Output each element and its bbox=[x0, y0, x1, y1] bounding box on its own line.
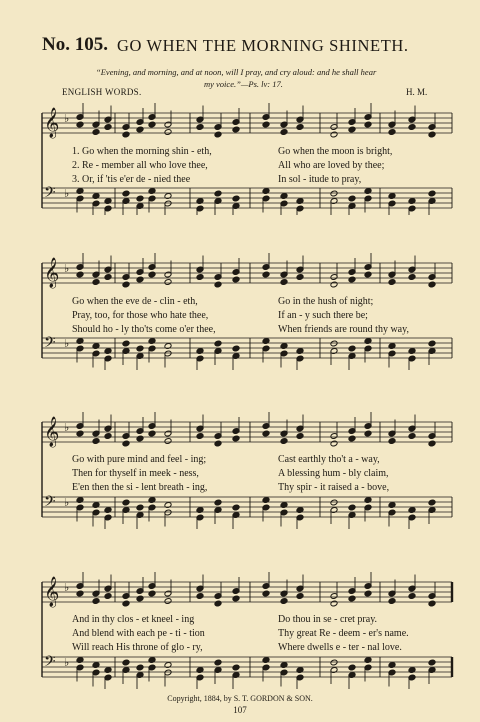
note-head bbox=[76, 121, 84, 128]
lyric-right: Go in the hush of night; bbox=[278, 296, 374, 307]
note-head bbox=[214, 600, 222, 607]
note-head bbox=[214, 131, 222, 138]
note-head bbox=[262, 430, 270, 437]
note-head bbox=[348, 504, 356, 511]
note-head bbox=[428, 659, 436, 666]
note-head bbox=[92, 438, 100, 445]
bass-clef-icon: 𝄢 bbox=[44, 334, 56, 355]
note-head bbox=[76, 590, 84, 597]
lyric-right: All who are loved by thee; bbox=[278, 160, 385, 171]
note-head bbox=[232, 276, 240, 283]
note-head bbox=[164, 598, 172, 605]
note-head bbox=[214, 499, 222, 506]
note-head bbox=[122, 600, 130, 607]
epigraph-line-1: “Evening, and morning, and at noon, will I pray, and cry aloud: and he shall hear bbox=[96, 67, 377, 77]
note-head bbox=[104, 274, 112, 281]
lyric-right: A blessing hum - bly claim, bbox=[278, 468, 389, 479]
note-head bbox=[348, 435, 356, 442]
note-head bbox=[136, 345, 144, 352]
lyric-verse-3 bbox=[0, 482, 480, 496]
lyric-verse-2 bbox=[0, 310, 480, 324]
flat-sign-icon: ♭ bbox=[64, 581, 70, 594]
lyric-left: Go when the eve de - clin - eth, bbox=[72, 296, 198, 307]
lyric-verse-2 bbox=[0, 160, 480, 174]
note-head bbox=[196, 124, 204, 131]
note-head bbox=[348, 195, 356, 202]
note-head bbox=[104, 433, 112, 440]
note-head bbox=[296, 433, 304, 440]
note-head bbox=[214, 281, 222, 288]
note-head bbox=[148, 121, 156, 128]
bass-staff bbox=[42, 184, 452, 215]
note-head bbox=[408, 593, 416, 600]
note-head bbox=[348, 595, 356, 602]
lyric-left: 3. Or, if 'tis e'er de - nied thee bbox=[72, 174, 191, 185]
note-head bbox=[196, 593, 204, 600]
note-head bbox=[148, 271, 156, 278]
treble-clef-icon: 𝄞 bbox=[44, 258, 60, 288]
lyric-left: Should ho - ly tho'ts come o'er thee, bbox=[72, 324, 216, 335]
note-head bbox=[348, 345, 356, 352]
note-head bbox=[122, 340, 130, 347]
lyric-verse-3 bbox=[0, 642, 480, 656]
bass-clef-icon: 𝄢 bbox=[44, 184, 56, 205]
treble-clef-icon: 𝄞 bbox=[44, 108, 60, 138]
lyric-verse-2 bbox=[0, 628, 480, 642]
note-head bbox=[330, 131, 338, 138]
note-head bbox=[330, 659, 338, 666]
note-head bbox=[232, 595, 240, 602]
note-head bbox=[262, 271, 270, 278]
note-head bbox=[104, 124, 112, 131]
tune-label: H. M. bbox=[406, 87, 428, 97]
note-head bbox=[104, 593, 112, 600]
note-head bbox=[92, 279, 100, 286]
flat-sign-icon: ♭ bbox=[64, 262, 70, 275]
note-head bbox=[232, 345, 240, 352]
note-head bbox=[122, 131, 130, 138]
treble-staff bbox=[42, 412, 452, 448]
treble-clef-icon: 𝄞 bbox=[44, 577, 60, 607]
lyric-verse-1 bbox=[0, 454, 480, 468]
treble-staff bbox=[42, 103, 452, 139]
flat-sign-icon: ♭ bbox=[64, 656, 70, 669]
note-head bbox=[296, 124, 304, 131]
note-head bbox=[196, 433, 204, 440]
words-label: ENGLISH WORDS. bbox=[62, 87, 142, 97]
flat-sign-icon: ♭ bbox=[64, 112, 70, 125]
lyric-verse-1 bbox=[0, 296, 480, 310]
note-head bbox=[214, 440, 222, 447]
hymn-title: GO WHEN THE MORNING SHINETH. bbox=[117, 36, 409, 55]
note-head bbox=[122, 659, 130, 666]
bass-clef-icon: 𝄢 bbox=[44, 493, 56, 514]
bass-staff bbox=[42, 334, 452, 370]
note-head bbox=[296, 274, 304, 281]
page-number: 107 bbox=[233, 705, 247, 715]
note-head bbox=[428, 281, 436, 288]
note-head bbox=[122, 190, 130, 197]
note-head bbox=[428, 340, 436, 347]
note-head bbox=[122, 499, 130, 506]
lyric-left: 1. Go when the morning shin - eth, bbox=[72, 146, 212, 157]
note-head bbox=[408, 433, 416, 440]
epigraph bbox=[96, 66, 436, 90]
lyric-right: Where dwells e - ter - nal love. bbox=[278, 642, 402, 653]
note-head bbox=[428, 499, 436, 506]
note-head bbox=[164, 438, 172, 445]
note-head bbox=[388, 598, 396, 605]
lyric-right: Go when the moon is bright, bbox=[278, 146, 393, 157]
note-head bbox=[164, 129, 172, 136]
note-head bbox=[428, 440, 436, 447]
treble-staff bbox=[42, 253, 452, 289]
note-head bbox=[364, 430, 372, 437]
note-head bbox=[330, 281, 338, 288]
lyric-right: Cast earthly tho't a - way, bbox=[278, 454, 380, 465]
lyric-verse-3 bbox=[0, 324, 480, 338]
hymn-number: No. 105. bbox=[42, 34, 108, 55]
note-head bbox=[388, 279, 396, 286]
copyright-notice: Copyright, 1884, by S. T. GORDON & SON. bbox=[167, 694, 313, 703]
bass-clef-icon: 𝄢 bbox=[44, 653, 56, 674]
note-head bbox=[296, 593, 304, 600]
lyric-left: Go with pure mind and feel - ing; bbox=[72, 454, 207, 465]
note-head bbox=[348, 126, 356, 133]
note-head bbox=[232, 195, 240, 202]
note-head bbox=[136, 126, 144, 133]
note-head bbox=[148, 430, 156, 437]
flat-sign-icon: ♭ bbox=[64, 421, 70, 434]
note-head bbox=[408, 274, 416, 281]
lyric-left: And in thy clos - et kneel - ing bbox=[72, 614, 195, 625]
note-head bbox=[136, 435, 144, 442]
note-head bbox=[408, 124, 416, 131]
note-head bbox=[76, 271, 84, 278]
note-head bbox=[330, 600, 338, 607]
lyric-left: And blend with each pe - ti - tion bbox=[72, 628, 205, 639]
lyric-left: Will reach His throne of glo - ry, bbox=[72, 642, 203, 653]
note-head bbox=[122, 281, 130, 288]
bass-staff bbox=[42, 653, 452, 689]
lyric-verse-1 bbox=[0, 146, 480, 160]
note-head bbox=[364, 121, 372, 128]
lyric-left: 2. Re - member all who love thee, bbox=[72, 160, 208, 171]
note-head bbox=[136, 595, 144, 602]
note-head bbox=[348, 664, 356, 671]
note-head bbox=[428, 131, 436, 138]
note-head bbox=[388, 129, 396, 136]
lyric-right: Thy spir - it raised a - bove, bbox=[278, 482, 390, 493]
note-head bbox=[428, 190, 436, 197]
lyric-verse-3 bbox=[0, 174, 480, 188]
note-head bbox=[122, 440, 130, 447]
note-head bbox=[262, 590, 270, 597]
note-head bbox=[364, 590, 372, 597]
note-head bbox=[232, 504, 240, 511]
note-head bbox=[164, 279, 172, 286]
note-head bbox=[232, 126, 240, 133]
epigraph-line-2: my voice.”—Ps. lv: 17. bbox=[204, 79, 283, 89]
lyric-right: Thy great Re - deem - er's name. bbox=[278, 628, 409, 639]
note-head bbox=[136, 195, 144, 202]
note-head bbox=[330, 440, 338, 447]
note-head bbox=[92, 598, 100, 605]
note-head bbox=[364, 271, 372, 278]
lyric-verse-2 bbox=[0, 468, 480, 482]
note-head bbox=[348, 276, 356, 283]
bass-staff bbox=[42, 493, 452, 529]
treble-clef-icon: 𝄞 bbox=[44, 417, 60, 447]
treble-staff bbox=[42, 572, 452, 608]
lyric-left: Then for thyself in meek - ness, bbox=[72, 468, 199, 479]
lyric-left: E'en then the si - lent breath - ing, bbox=[72, 482, 208, 493]
note-head bbox=[136, 504, 144, 511]
note-head bbox=[428, 600, 436, 607]
note-head bbox=[92, 129, 100, 136]
note-head bbox=[136, 276, 144, 283]
lyric-left: Pray, too, for those who hate thee, bbox=[72, 310, 209, 321]
lyric-right: Do thou in se - cret pray. bbox=[278, 614, 378, 625]
note-head bbox=[280, 598, 288, 605]
note-head bbox=[148, 590, 156, 597]
note-head bbox=[388, 438, 396, 445]
note-head bbox=[280, 438, 288, 445]
lyric-verse-1 bbox=[0, 614, 480, 628]
note-head bbox=[232, 664, 240, 671]
note-head bbox=[196, 274, 204, 281]
note-head bbox=[330, 190, 338, 197]
note-head bbox=[232, 435, 240, 442]
note-head bbox=[262, 121, 270, 128]
note-head bbox=[136, 664, 144, 671]
note-head bbox=[76, 430, 84, 437]
flat-sign-icon: ♭ bbox=[64, 496, 70, 509]
note-head bbox=[214, 340, 222, 347]
lyric-right: If an - y such there be; bbox=[278, 310, 368, 321]
flat-sign-icon: ♭ bbox=[64, 187, 70, 200]
lyric-right: In sol - itude to pray, bbox=[278, 174, 362, 185]
note-head bbox=[214, 190, 222, 197]
lyric-right: When friends are round thy way, bbox=[278, 324, 409, 335]
flat-sign-icon: ♭ bbox=[64, 337, 70, 350]
note-head bbox=[330, 499, 338, 506]
note-head bbox=[280, 129, 288, 136]
note-head bbox=[330, 340, 338, 347]
note-head bbox=[214, 659, 222, 666]
note-head bbox=[280, 279, 288, 286]
